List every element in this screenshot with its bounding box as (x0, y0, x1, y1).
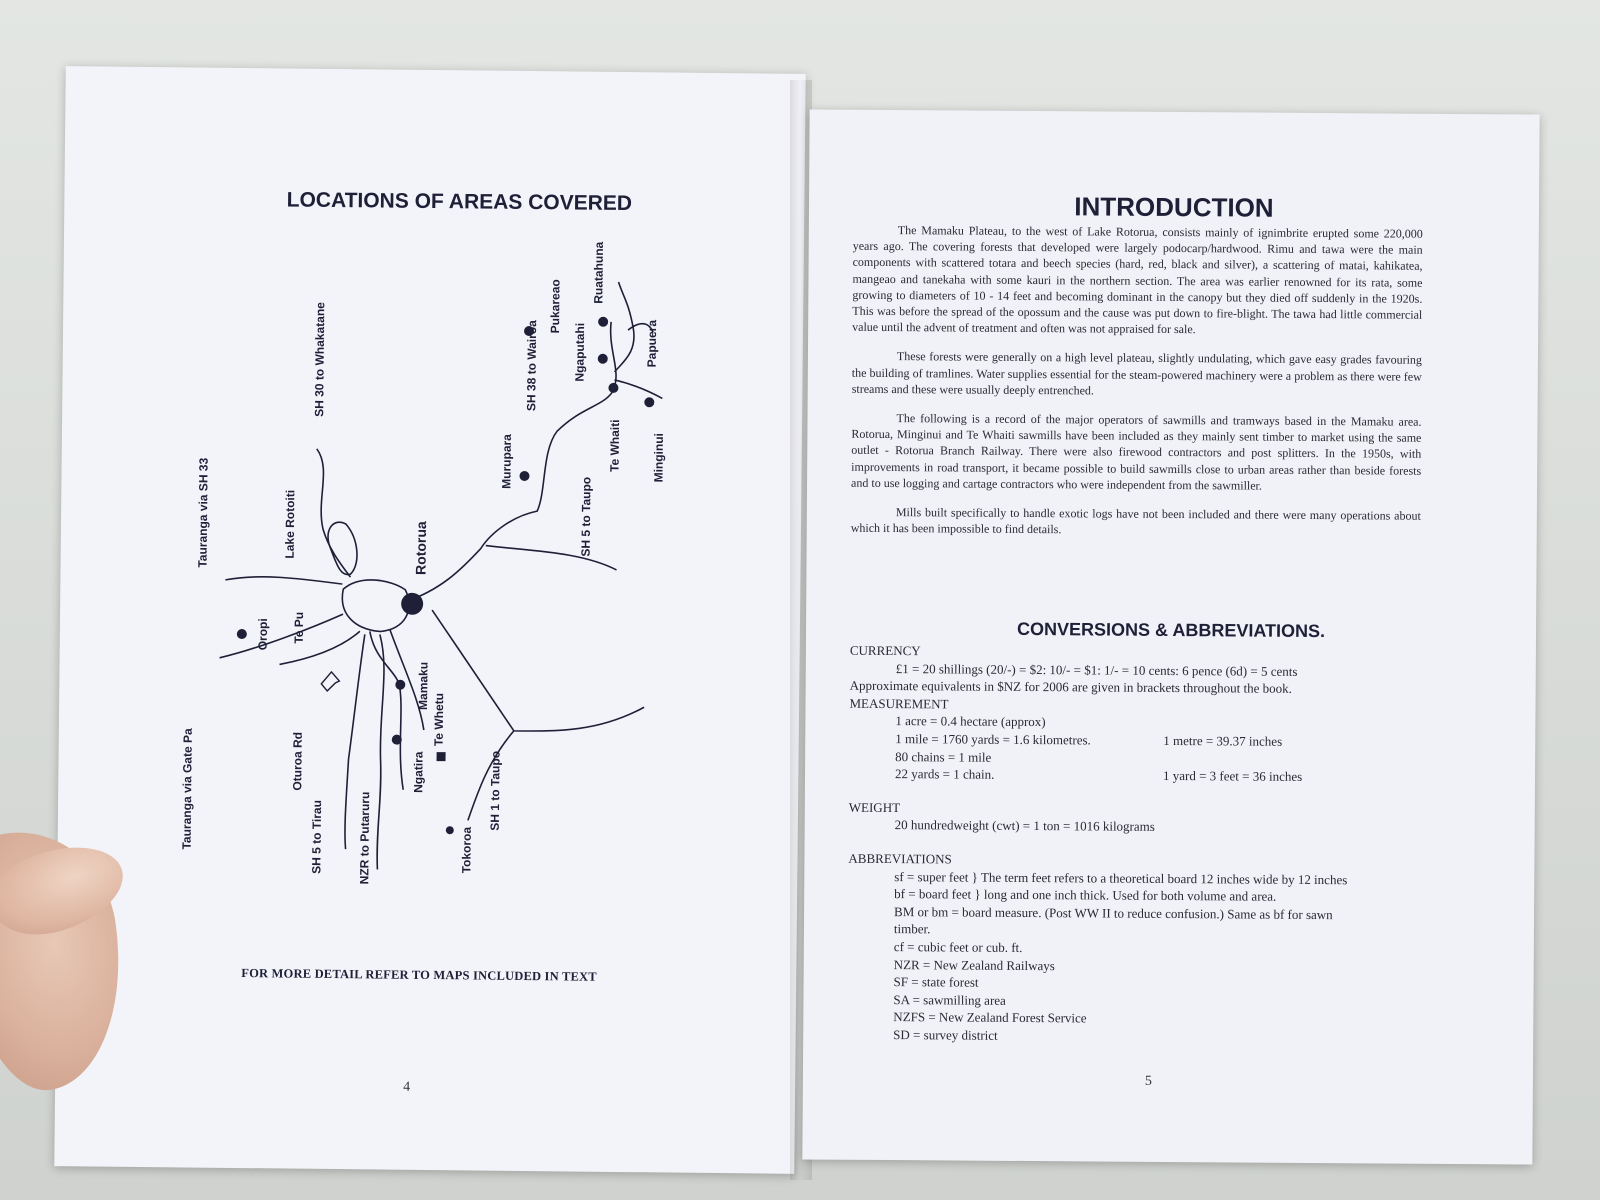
lake-rotorua (342, 580, 409, 632)
label-oropi: Oropi (255, 618, 271, 651)
conversions-body (847, 642, 1470, 1048)
minginui-marker (644, 397, 654, 407)
te-whaiti-marker (608, 383, 618, 393)
label-rotorua: Rotorua (412, 521, 430, 575)
oropi-marker (237, 629, 247, 639)
right-page (802, 109, 1539, 1164)
label-lake-rotoiti: Lake Rotoiti (282, 489, 298, 559)
introduction-title: INTRODUCTION (1074, 191, 1274, 223)
label-sh30-whakatane: SH 30 to Whakatane (312, 302, 328, 417)
measurement-acre: 1 acre = 0.4 hectare (approx) (895, 713, 1046, 730)
measurement-mile: 1 mile = 1760 yards = 1.6 kilometres. (895, 731, 1091, 748)
abbreviation-item: SF = state forest (893, 974, 979, 990)
label-ruatahuna: Ruatahuna (591, 241, 606, 304)
measurement-chains: 80 chains = 1 mile (895, 748, 992, 765)
abbreviation-item: NZFS = New Zealand Forest Service (893, 1009, 1087, 1026)
label-papuera: Papuera (644, 319, 660, 368)
mamaku-marker (395, 680, 405, 690)
measurement-heading: MEASUREMENT (849, 695, 949, 712)
label-sh5-tirau: SH 5 to Tirau (309, 799, 325, 874)
currency-heading: CURRENCY (849, 642, 921, 659)
abbreviations-heading: ABBREVIATIONS (848, 850, 952, 867)
area-map (54, 66, 805, 1174)
intro-paragraph: These forests were generally on a high level plateau, slightly undulating, which gave easy grades favouring the building of tramlines. Water supplies essential for the steam-powered machinery were a problem as there were few streams and these were usually deeply entrenched. (851, 349, 1422, 398)
map-note: FOR MORE DETAIL REFER TO MAPS INCLUDED IN TEXT (241, 966, 597, 984)
abbreviation-item: NZR = New Zealand Railways (893, 956, 1055, 973)
road-minginui (614, 380, 662, 399)
abbreviation-item: cf = cubic feet or cub. ft. (893, 938, 1023, 955)
page-number-right: 5 (1144, 1073, 1152, 1089)
label-te-whaiti: Te Whaiti (607, 419, 623, 472)
te-whetu-marker (437, 752, 446, 761)
label-oturoa-rd: Oturoa Rd (290, 731, 305, 791)
tokoroa-marker (446, 826, 454, 834)
label-nzr-putaruru: NZR to Putaruru (357, 791, 373, 885)
label-sh1-taupo: SH 1 to Taupo (487, 750, 503, 831)
conversions-title: CONVERSIONS & ABBREVIATIONS. (1016, 618, 1326, 642)
page-number-left: 4 (403, 1079, 411, 1095)
label-tokoroa: Tokoroa (459, 826, 474, 874)
introduction-body (851, 222, 1423, 553)
intro-paragraph: The following is a record of the major operators of sawmills and tramways based in the Mamaku area. Rotorua, Minginui and Te Whaiti sawmills have been included as they mainly sent timber to market using the same outlet - Rotorua Branch Railway. There were also firewood contractors and post splitters. In the 1950s, with improvements in road transport, it became possible to build sawmills close to urban areas rather than beside forests and to use logging and cartage contractors who were independent from the sawmiller. (851, 411, 1422, 493)
currency-note: Approximate equivalents in $NZ for 2006 are given in brackets throughout the book. (849, 677, 1292, 697)
weight-heading: WEIGHT (848, 799, 901, 815)
label-pukareao: Pukareao (548, 279, 563, 334)
label-minginui: Minginui (651, 432, 666, 483)
label-mamaku: Mamaku (416, 661, 431, 711)
label-ngaputahi: Ngaputahi (572, 322, 588, 382)
road-sh5-taupo (486, 546, 617, 570)
map-title: LOCATIONS OF AREAS COVERED (286, 188, 633, 216)
abbreviation-item: BM or bm = board measure. (Post WW II to reduce confusion.) Same as bf for sawn (894, 903, 1333, 922)
label-sh38-wairoa: SH 38 to Wairoa (524, 320, 540, 412)
intro-paragraph: The Mamaku Plateau, to the west of Lake Rotorua, consists mainly of ignimbrite erupted some 220,000 years ago. The covering forests that developed were largely podocarp/hardwood. Rimu and tawa were the main components with scattered totara and beech species (hard, red, black and silver), a scattering of matai, kahikatea, mangeao and tanekaha with some kauri in the northern section. The area was earlier renowned for its rata, some growing to diameters of 10 - 14 feet and becoming dominant in the canopy but they died off suddenly in the 1920s. This was before the spread of the opossum and the cause was put down to fire-blight. The tawa had little commercial value until the advent of treatment and often was not appraised for sale. (852, 223, 1423, 337)
murupara-marker (519, 471, 529, 481)
measurement-yard: 1 yard = 3 feet = 36 inches (1162, 768, 1303, 785)
abbreviation-item: SA = sawmilling area (893, 991, 1006, 1008)
ngaputahi-marker (598, 354, 608, 364)
abbreviation-item: bf = board feet } long and one inch thick. Used for both volume and area. (894, 886, 1277, 904)
road-sh1-taupo (431, 610, 645, 732)
road-sh33 (225, 576, 342, 584)
weight-line: 20 hundredweight (cwt) = 1 ton = 1016 kilograms (894, 817, 1155, 835)
measurement-metre: 1 metre = 39.37 inches (1163, 732, 1283, 749)
left-page (54, 66, 805, 1174)
measurement-chain: 22 yards = 1 chain. (894, 766, 995, 782)
label-te-whetu: Te Whetu (431, 692, 447, 747)
road-nzr (377, 634, 384, 869)
abbreviation-item: SD = survey district (893, 1026, 998, 1043)
north-arrow-icon (321, 672, 339, 691)
label-sh5-taupo: SH 5 to Taupo (578, 476, 594, 557)
label-murupara: Murupara (499, 434, 514, 489)
currency-line: £1 = 20 shillings (20/-) = $2: 10/- = $1: 1/- = 10 cents: 6 pence (6d) = 5 cents (895, 660, 1298, 679)
label-ngatira: Ngatira (411, 751, 426, 793)
road-sh38 (610, 322, 617, 392)
abbreviation-item: sf = super feet } The term feet refers to a theoretical board 12 inches wide by 12 inches (894, 868, 1348, 887)
ruatahuna-marker (598, 317, 608, 327)
label-tauranga-sh33: Tauranga via SH 33 (195, 457, 211, 568)
label-te-pu: Te Pu (291, 611, 307, 644)
abbreviation-item: timber. (893, 921, 931, 937)
label-tauranga-gate-pa: Tauranga via Gate Pa (179, 728, 195, 850)
intro-paragraph: Mills built specifically to handle exotic logs have not been included and there were many operations about which it has been impossible to find details. (850, 505, 1421, 537)
